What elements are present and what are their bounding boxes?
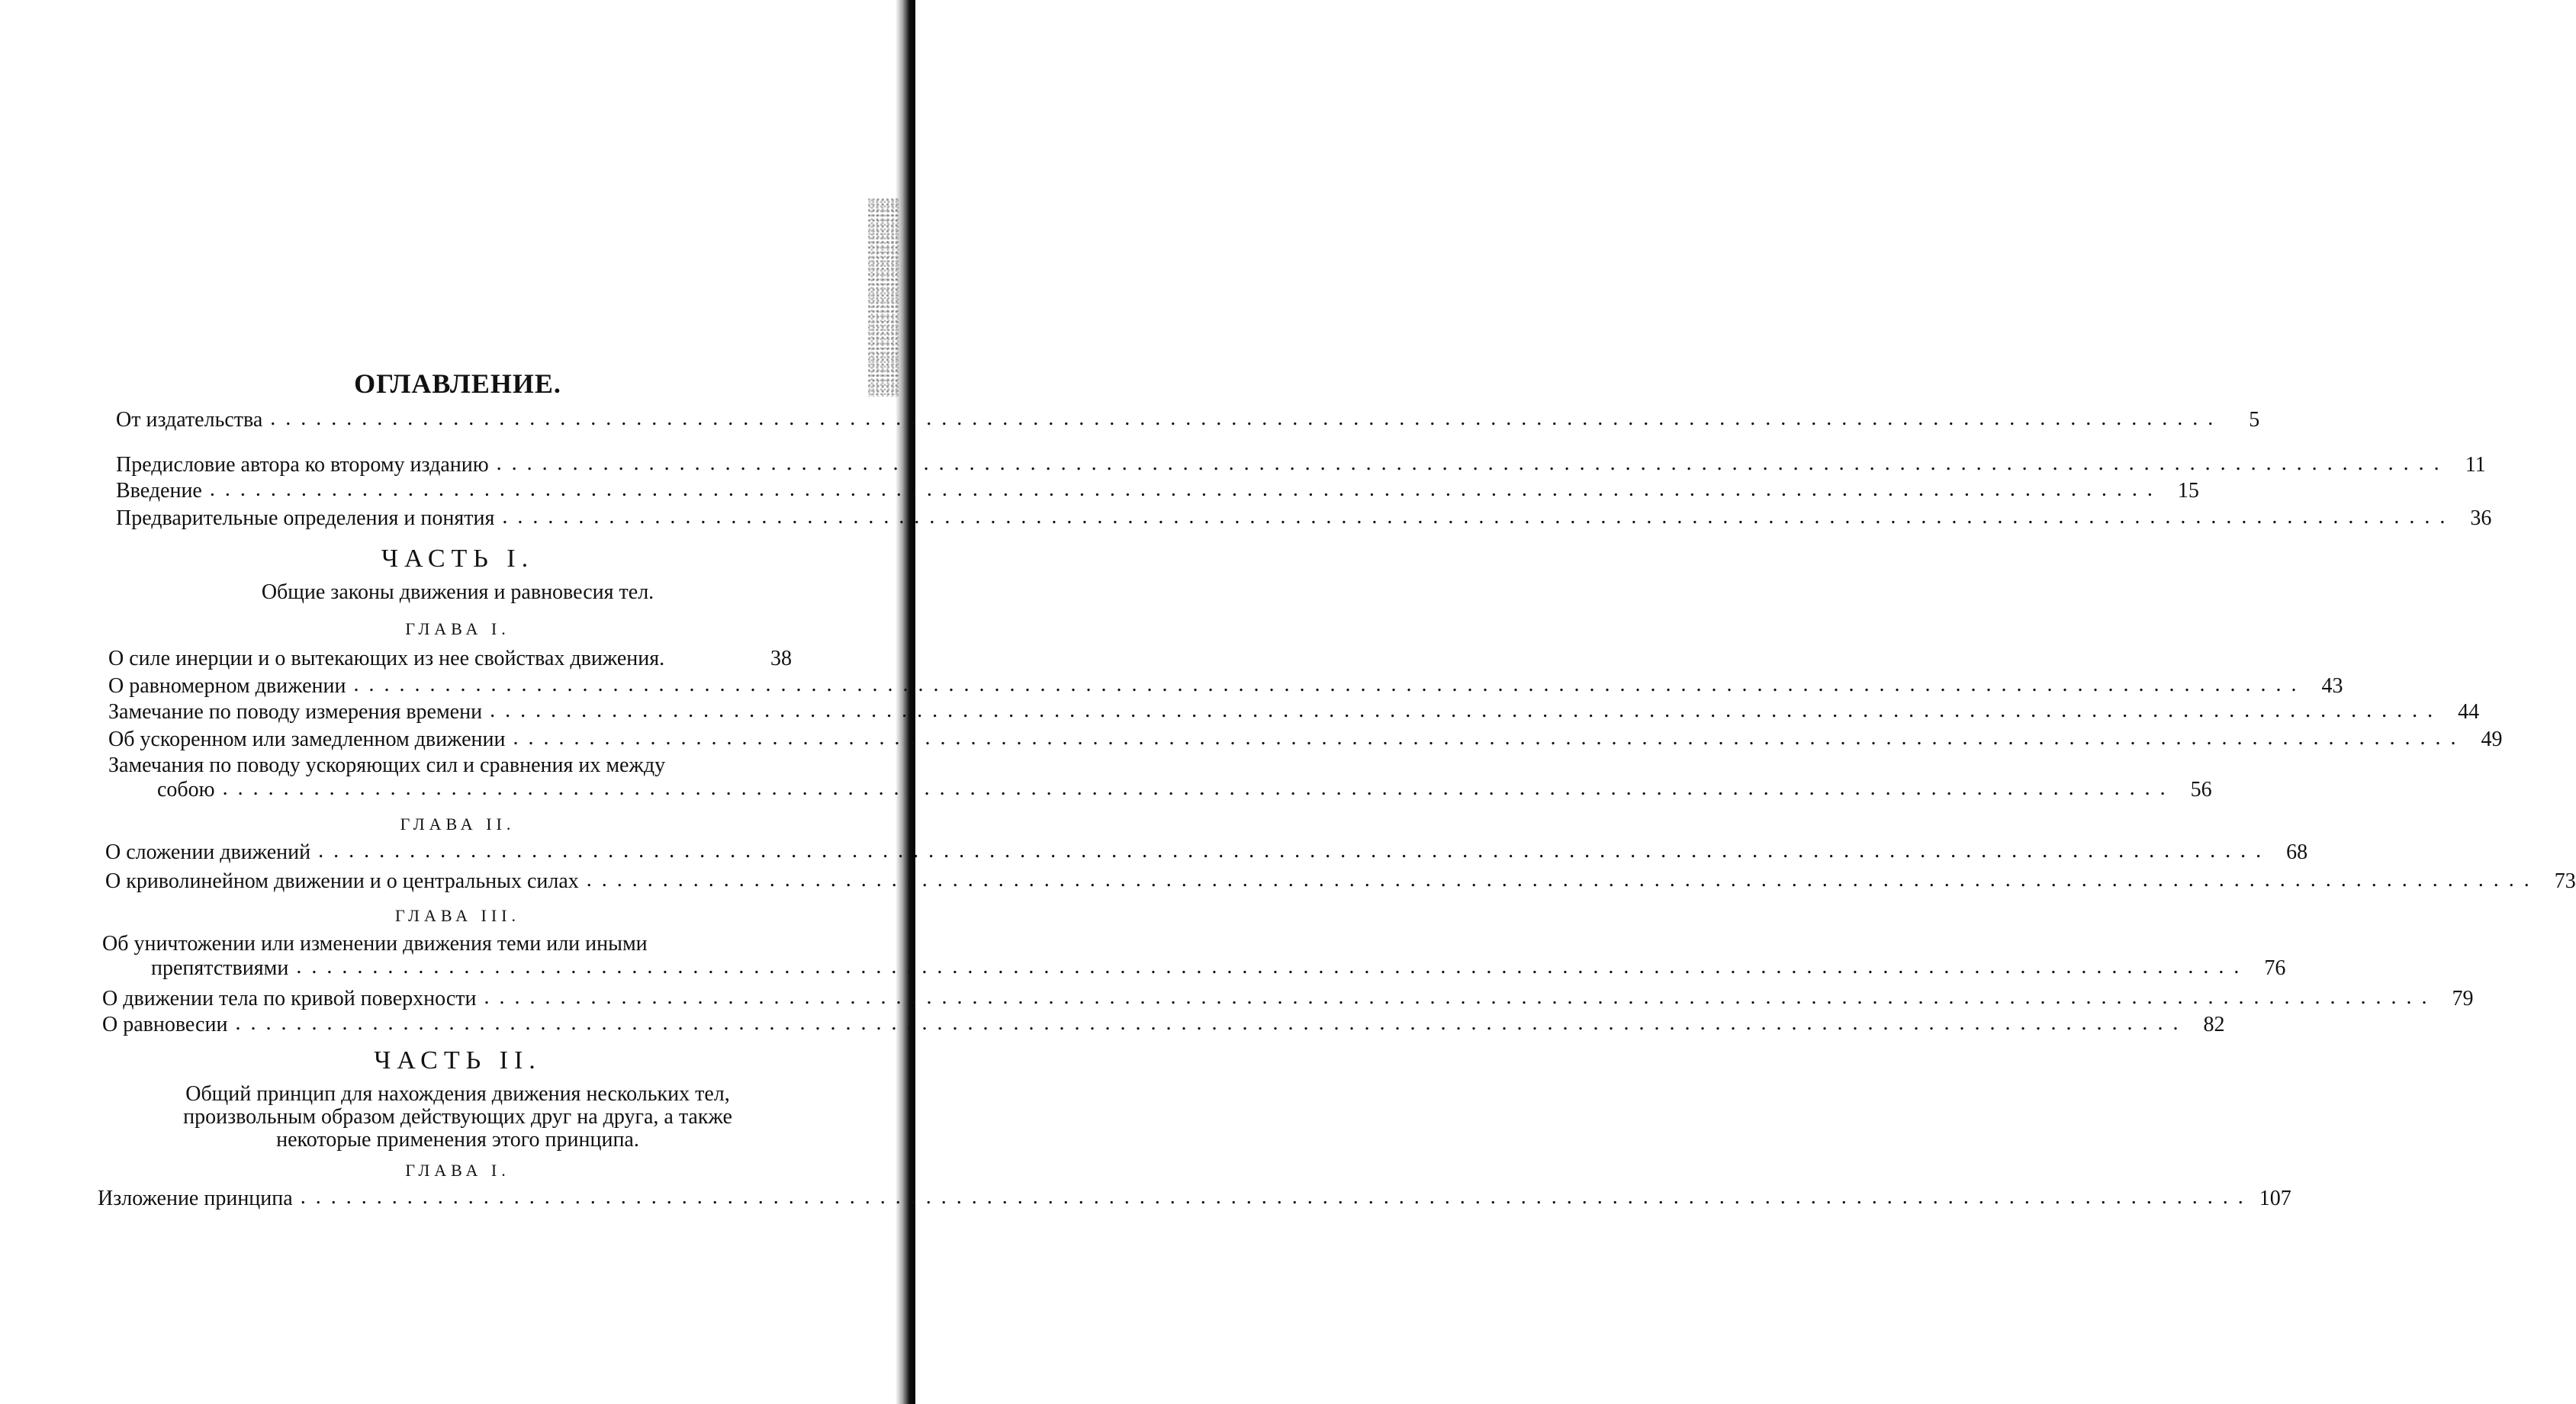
toc-page-number: 76 [2255, 956, 2285, 981]
toc-page-number: 73 [2545, 869, 2576, 894]
toc-entry-publisher[interactable] [116, 408, 793, 432]
toc-entry-label: Введение [116, 479, 202, 503]
leader-dots: ................................................................................................................................ [318, 840, 2271, 862]
leader-dots [669, 650, 757, 671]
leader-dots: ................................................................................................................................ [587, 869, 2539, 891]
leader-dots: ................................................................................................................................ [301, 1187, 2253, 1208]
part-2-subtitle-line-1: Общий принцип для нахождения движения нескольких тел, [99, 1083, 816, 1106]
toc-entry-label: О сложении движений [105, 840, 310, 865]
toc-entry-label: О равномерном движении [108, 674, 346, 699]
leader-dots: ................................................................................................................................ [270, 408, 2223, 429]
toc-page-number: 36 [2461, 506, 2491, 531]
part-2-subtitle-line-2: произвольным образом действующих друг на друга, а также [99, 1106, 816, 1129]
toc-entry-preface[interactable] [116, 453, 793, 477]
leader-dots: ................................................................................................................................ [513, 728, 2465, 749]
toc-entry-label: От издательства [116, 408, 262, 432]
part-1-heading: ЧАСТЬ I. [0, 545, 915, 573]
toc-entry-introduction[interactable] [116, 479, 793, 503]
toc-page-number: 38 [761, 647, 792, 671]
part-1-chapter-2-heading: ГЛАВА II. [0, 814, 915, 834]
part-2-heading: ЧАСТЬ II. [0, 1046, 915, 1075]
toc-entry-label: Об ускоренном или замедленном движении [108, 728, 505, 752]
toc-entry-label: О криволинейном движении и о центральных силах [105, 869, 579, 894]
toc-entry-inertia[interactable] [108, 647, 792, 671]
toc-entry-label-line-2: собою [108, 778, 215, 802]
leader-dots: ................................................................................................................................ [235, 1013, 2188, 1034]
leader-dots: ................................................................................................................................ [490, 700, 2443, 721]
toc-entry-principle-statement[interactable] [98, 1187, 780, 1211]
toc-page-number: 5 [2229, 408, 2259, 432]
part-1-subtitle: Общие законы движения и равновесия тел. [99, 581, 816, 604]
part-2-chapter-1-heading: ГЛАВА I. [0, 1161, 915, 1181]
toc-entry-label-line-1: Замечания по поводу ускоряющих сил и сравнения их между [108, 753, 792, 778]
toc-page-number: 79 [2443, 987, 2473, 1011]
toc-page-number: 43 [2312, 674, 2343, 699]
toc-entry-label: О силе инерции и о вытекающих из нее свойствах движения. [108, 647, 664, 671]
toc-entry-label: О равновесии [102, 1013, 227, 1037]
toc-entry-continuation [102, 956, 786, 981]
toc-entry-accelerating-forces[interactable] [108, 753, 792, 807]
toc-page-number: 15 [2169, 479, 2199, 503]
leader-dots: ................................................................................................................................ [502, 506, 2455, 528]
toc-entry-obstacles[interactable] [102, 932, 786, 985]
toc-entry-label-line-2: препятствиями [102, 956, 288, 981]
toc-title: ОГЛАВЛЕНИЕ. [0, 368, 915, 400]
toc-entry-equilibrium[interactable] [102, 1013, 786, 1037]
leader-dots: ................................................................................................................................ [296, 956, 2249, 978]
toc-entry-uniform-motion[interactable] [108, 674, 792, 699]
leader-dots: ................................................................................................................................ [210, 479, 2163, 500]
toc-entry-curvilinear-motion[interactable] [105, 869, 789, 894]
toc-page-number: 11 [2455, 453, 2486, 477]
toc-entry-curved-surface[interactable] [102, 987, 786, 1011]
toc-page-number: 49 [2471, 728, 2502, 752]
toc-entry-accelerated-motion[interactable] [108, 728, 792, 752]
toc-entry-definitions[interactable] [116, 506, 793, 531]
part-1-chapter-1-heading: ГЛАВА I. [0, 619, 915, 639]
leader-dots: ................................................................................................................................ [484, 987, 2436, 1008]
toc-page-number: 82 [2194, 1013, 2224, 1037]
toc-entry-label-line-1: Об уничтожении или изменении движения теми или иными [102, 932, 786, 956]
toc-entry-composition-of-motions[interactable] [105, 840, 789, 865]
toc-entry-label: Изложение принципа [98, 1187, 293, 1211]
part-1-chapter-3-heading: ГЛАВА III. [0, 906, 915, 926]
leader-dots: ................................................................................................................................ [497, 453, 2449, 474]
toc-entry-continuation [108, 778, 792, 802]
toc-entry-label: Предисловие автора ко второму изданию [116, 453, 489, 477]
toc-page-number: 44 [2449, 700, 2479, 724]
toc-entry-label: Замечание по поводу измерения времени [108, 700, 482, 724]
toc-entry-label: О движении тела по кривой поверхности [102, 987, 476, 1011]
part-2-subtitle-line-3: некоторые применения этого принципа. [99, 1129, 816, 1152]
toc-page-number: 68 [2277, 840, 2307, 865]
toc-page-number: 56 [2182, 778, 2212, 802]
toc-page-number: 107 [2259, 1187, 2290, 1211]
toc-page [0, 0, 915, 1404]
toc-entry-label: Предварительные определения и понятия [116, 506, 494, 531]
leader-dots: ................................................................................................................................ [353, 674, 2306, 696]
leader-dots: ................................................................................................................................ [223, 778, 2176, 799]
toc-entry-time-measurement[interactable] [108, 700, 792, 724]
